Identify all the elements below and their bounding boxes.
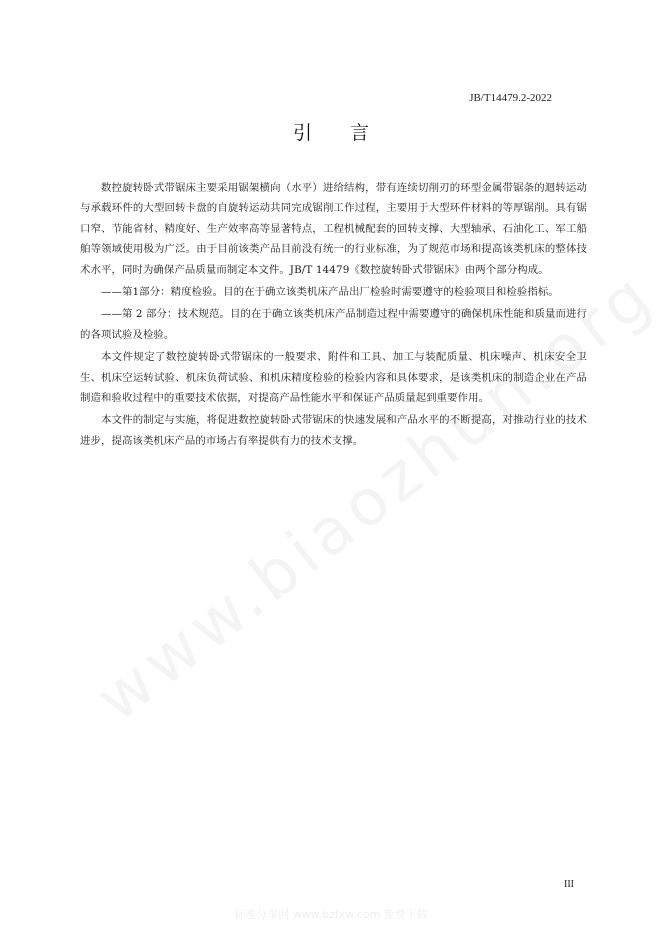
paragraph-part-2: ——第 2 部分：技术规范。目的在于确立该类机床产品制造过程中需要遵守的确保机床性能和质量而进行的各项试验及检验。: [80, 308, 587, 341]
paragraph-intro: 数控旋转卧式带锯床主要采用锯架横向（水平）进给结构，带有连续切削刃的环型金属带锯条的迴转运动与承载环件的大型回转卡盘的自旋转运动共同完成锯削工作过程，主要用于大型环件材料的等厚锯削。具有锯口窄、节能省材、精度好、生产效率高等显著特点，工程机械配套的回转支撑、大型轴承、石油化工、军工船舶等领域使用极为广泛。由于目前该类产品目前没有统一的行业标准，为了规范市场和提高该类机床的整体技术水平，同时为确保产品质量而制定本文件。JB/T 14479《数控旋转卧式带锯床》由两个部分构成。: [80, 182, 587, 276]
page-title: 引言: [292, 122, 407, 144]
body-text: [80, 178, 587, 453]
footer-watermark: 标准分享网 www.bzfxw.com 免费下载: [234, 908, 428, 921]
paragraph-part-1: ——第1部分：精度检验。目的在于确立该类机床产品出厂检验时需要遵守的检验项目和检验指标。: [101, 286, 559, 299]
paragraph-scope: 本文件规定了数控旋转卧式带锯床的一般要求、附件和工具、加工与装配质量、机床噪声、机床安全卫生、机床空运转试验、机床负荷试验、和机床精度检验的检验内容和具体要求，是该类机床的制造企业在产品制造和验收过程中的重要技术依据，对提高产品性能水平和保证产品质量起到重要作用。: [80, 351, 587, 405]
page-number: III: [564, 879, 574, 890]
document-code: JB/T14479.2-2022: [469, 92, 552, 104]
paragraph-significance: 本文件的制定与实施，将促进数控旋转卧式带锯床的快速发展和产品水平的不断提高，对推动行业的技术进步，提高该类机床产品的市场占有率提供有力的技术支撑。: [80, 414, 587, 447]
